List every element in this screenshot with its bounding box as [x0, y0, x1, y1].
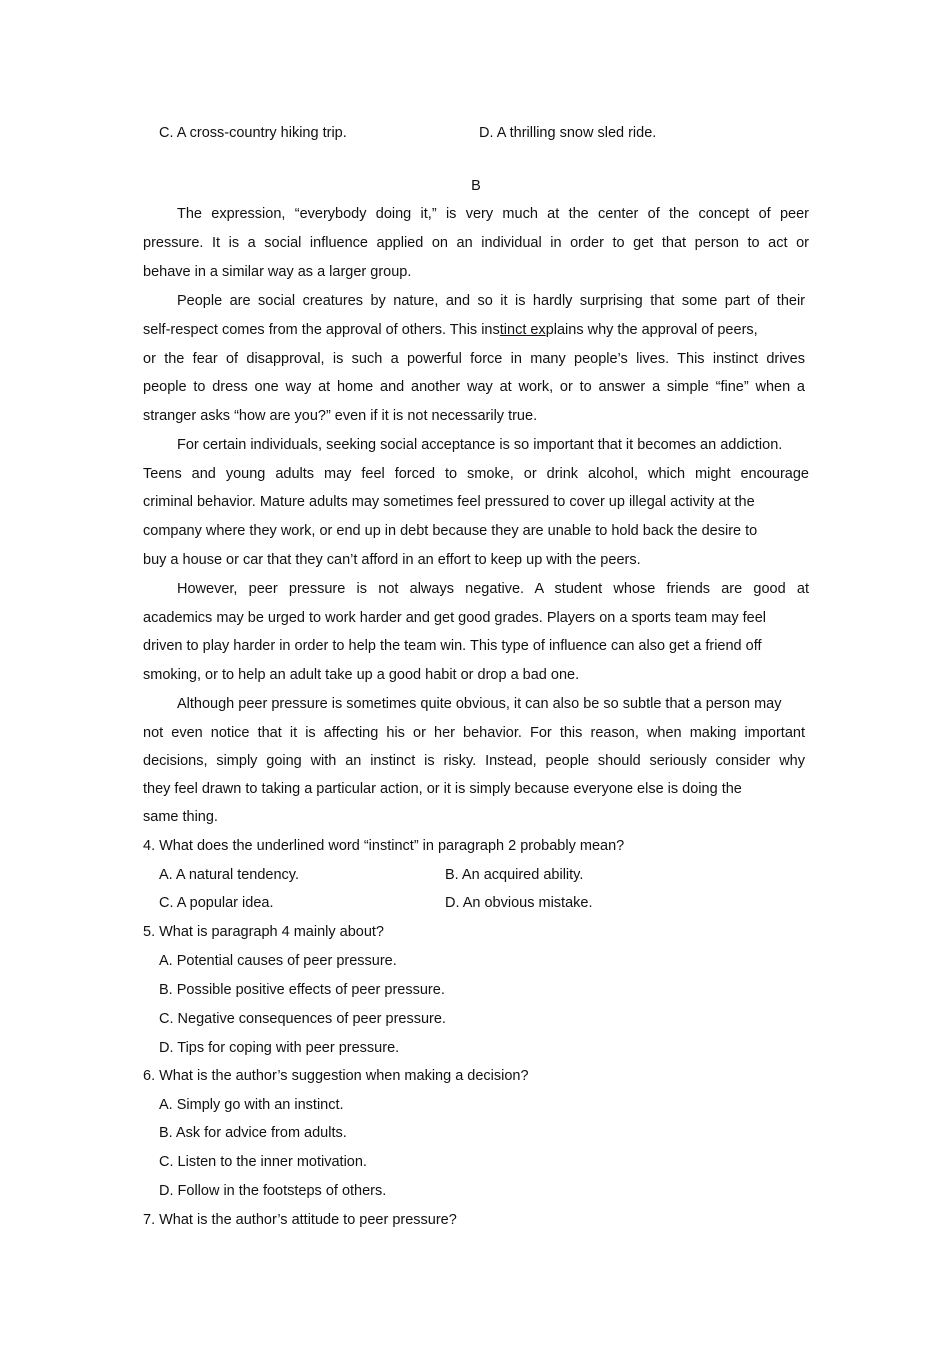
passage-label: B: [471, 178, 481, 194]
p2-line-4: people to dress one way at home and another way at work, or to answer a simple “fine” when a: [143, 379, 805, 395]
question-4-option-c: C. A popular idea.: [159, 895, 274, 911]
question-4-option-d: D. An obvious mistake.: [445, 895, 593, 911]
question-5-option-b: B. Possible positive effects of peer pressure.: [159, 982, 445, 998]
question-4-option-a: A. A natural tendency.: [159, 867, 299, 883]
p3-line-5: buy a house or car that they can’t afford in an effort to keep up with the peers.: [143, 552, 641, 568]
p5-line-3: decisions, simply going with an instinct is risky. Instead, people should seriously consider why: [143, 753, 805, 769]
question-5-option-c: C. Negative consequences of peer pressure.: [159, 1011, 446, 1027]
p1-line-1: The expression, “everybody doing it,” is very much at the center of the concept of peer: [177, 206, 809, 222]
question-6-option-a: A. Simply go with an instinct.: [159, 1097, 344, 1113]
p1-line-3: behave in a similar way as a larger group.: [143, 264, 412, 280]
p4-line-4: smoking, or to help an adult take up a good habit or drop a bad one.: [143, 667, 580, 683]
prev-option-d: D. A thrilling snow sled ride.: [479, 125, 657, 141]
p2-line-5: stranger asks “how are you?” even if it is not necessarily true.: [143, 408, 538, 424]
p3-line-3: criminal behavior. Mature adults may sometimes feel pressured to cover up illegal activity at the: [143, 494, 755, 510]
p3-line-2: Teens and young adults may feel forced to smoke, or drink alcohol, which might encourage: [143, 466, 809, 482]
p5-line-2: not even notice that it is affecting his or her behavior. For this reason, when making important: [143, 725, 805, 741]
prev-option-c: C. A cross-country hiking trip.: [159, 125, 347, 141]
p2-line-1: People are social creatures by nature, and so it is hardly surprising that some part of their: [177, 293, 805, 309]
question-6-option-d: D. Follow in the footsteps of others.: [159, 1183, 387, 1199]
p5-line-5: same thing.: [143, 809, 218, 825]
p1-line-2: pressure. It is a social influence applied on an individual in order to get that person to act or: [143, 235, 809, 251]
p5-line-4: they feel drawn to taking a particular action, or it is simply because everyone else is doing the: [143, 781, 742, 797]
p4-line-3: driven to play harder in order to help the team win. This type of influence can also get a friend off: [143, 638, 762, 654]
question-4-option-b: B. An acquired ability.: [445, 867, 584, 883]
p2-line-2: [143, 321, 758, 339]
p2-line-3: or the fear of disapproval, is such a powerful force in many people’s lives. This instinct drives: [143, 351, 805, 367]
question-5-stem: 5. What is paragraph 4 mainly about?: [143, 924, 384, 940]
p3-line-1: For certain individuals, seeking social acceptance is so important that it becomes an addiction.: [177, 437, 783, 453]
question-7-stem: 7. What is the author’s attitude to peer pressure?: [143, 1212, 457, 1228]
p2-line-2-post: plains why the approval of peers,: [545, 322, 758, 338]
p4-line-2: academics may be urged to work harder and get good grades. Players on a sports team may feel: [143, 610, 767, 626]
question-5-option-a: A. Potential causes of peer pressure.: [159, 953, 397, 969]
p2-line-2-pre: self-respect comes from the approval of others. This ins: [143, 322, 500, 338]
question-6-option-c: C. Listen to the inner motivation.: [159, 1154, 367, 1170]
question-4-stem: 4. What does the underlined word “instinct” in paragraph 2 probably mean?: [143, 838, 625, 854]
p3-line-4: company where they work, or end up in debt because they are unable to hold back the desire to: [143, 523, 758, 539]
question-5-option-d: D. Tips for coping with peer pressure.: [159, 1040, 400, 1056]
question-6-stem: 6. What is the author’s suggestion when making a decision?: [143, 1068, 529, 1084]
underlined-instinct: tinct ex: [499, 322, 546, 338]
p4-line-1: However, peer pressure is not always negative. A student whose friends are good at: [177, 581, 809, 597]
question-6-option-b: B. Ask for advice from adults.: [159, 1125, 347, 1141]
p5-line-1: Although peer pressure is sometimes quite obvious, it can also be so subtle that a person may: [177, 696, 782, 712]
